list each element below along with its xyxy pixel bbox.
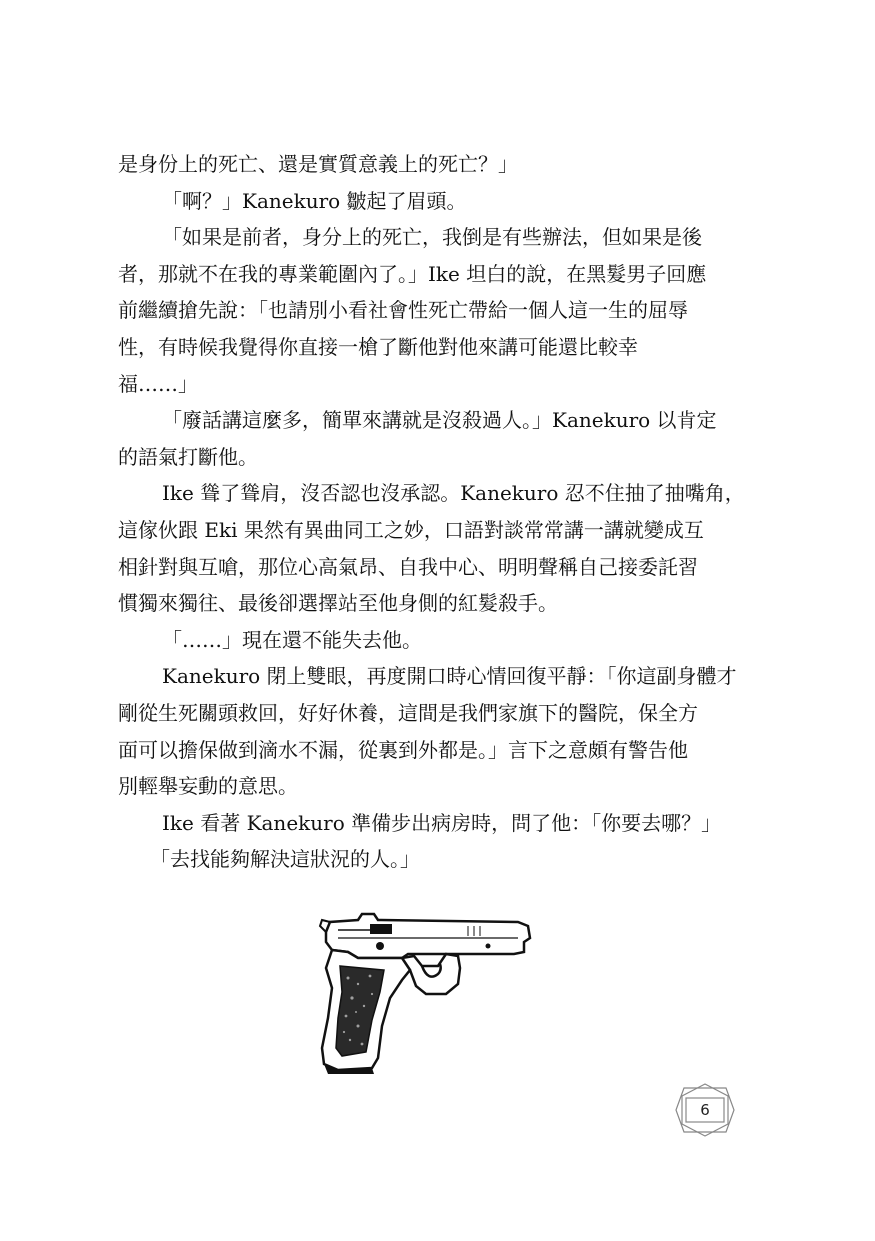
text-line: 前繼續搶先說：「也請別小看社會性死亡帶給一個人這一生的屈辱 — [118, 298, 688, 323]
text-line: 「去找能夠解決這狀況的人。」 — [150, 847, 420, 872]
body-text — [118, 146, 745, 878]
pistol-icon — [318, 908, 533, 1076]
text-line: 「如果是前者，身分上的死亡，我倒是有些辦法，但如果是後 — [162, 225, 702, 250]
text-line: 「啊？」Kanekuro 皺起了眉頭。 — [162, 188, 467, 213]
text-line: Ike 聳了聳肩，沒否認也沒承認。Kanekuro 忍不住抽了抽嘴角， — [162, 481, 745, 506]
text-line: Kanekuro 閉上雙眼，再度開口時心情回復平靜：「你這副身體才 — [162, 664, 737, 689]
text-line: 福……」 — [118, 371, 198, 396]
text-line: 這傢伙跟 Eki 果然有異曲同工之妙，口語對談常常講一講就變成互 — [118, 517, 704, 542]
text-line: 者，那就不在我的專業範圍內了。」Ike 坦白的說，在黑髮男子回應 — [118, 261, 707, 286]
text-line: 相針對與互嗆，那位心高氣昂、自我中心、明明聲稱自己接委託習 — [118, 554, 698, 579]
text-line: 是身份上的死亡、還是實質意義上的死亡？」 — [118, 152, 518, 176]
page-number-badge — [672, 1082, 738, 1138]
text-line: 慣獨來獨往、最後卻選擇站至他身側的紅髮殺手。 — [118, 591, 558, 616]
text-line: 剛從生死關頭救回，好好休養，這間是我們家旗下的醫院，保全方 — [118, 700, 698, 725]
text-line: 別輕舉妄動的意思。 — [118, 774, 298, 799]
text-line: 性，有時候我覺得你直接一槍了斷他對他來講可能還比較幸 — [118, 334, 638, 359]
text-line: 的語氣打斷他。 — [118, 444, 258, 469]
text-line: 面可以擔保做到滴水不漏，從裏到外都是。」言下之意頗有警告他 — [118, 737, 688, 762]
page-number: 6 — [700, 1101, 710, 1119]
text-line: 「……」現在還不能失去他。 — [162, 627, 422, 652]
text-line: Ike 看著 Kanekuro 準備步出病房時，問了他：「你要去哪？」 — [162, 810, 722, 835]
text-line: 「廢話講這麼多，簡單來講就是沒殺過人。」Kanekuro 以肯定 — [162, 408, 717, 433]
